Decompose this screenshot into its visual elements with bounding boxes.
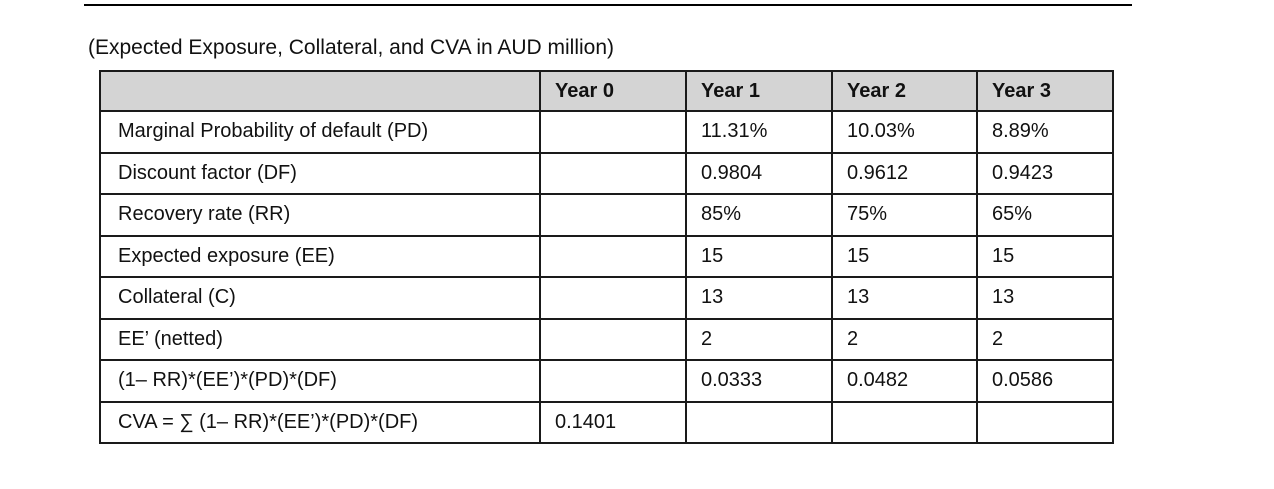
cell-year-1: 11.31% (686, 111, 832, 153)
cell-year-0 (540, 153, 686, 195)
cell-year-1: 85% (686, 194, 832, 236)
cell-year-2: 75% (832, 194, 977, 236)
cell-year-3: 15 (977, 236, 1113, 278)
cell-year-2: 2 (832, 319, 977, 361)
cell-year-0 (540, 360, 686, 402)
cell-year-1: 13 (686, 277, 832, 319)
cell-year-3 (977, 402, 1113, 444)
row-label: Recovery rate (RR) (100, 194, 540, 236)
table-row (100, 319, 1113, 361)
cva-total-value: 0.1401 (540, 402, 686, 444)
row-label: (1– RR)*(EE’)*(PD)*(DF) (100, 360, 540, 402)
header-year-1: Year 1 (686, 71, 832, 111)
header-year-0: Year 0 (540, 71, 686, 111)
top-rule (84, 4, 1132, 6)
table-row (100, 111, 1113, 153)
cell-year-0 (540, 277, 686, 319)
cell-year-2 (832, 402, 977, 444)
cell-year-2: 10.03% (832, 111, 977, 153)
cell-year-1 (686, 402, 832, 444)
cell-year-3: 8.89% (977, 111, 1113, 153)
row-label: CVA = ∑ (1– RR)*(EE’)*(PD)*(DF) (100, 402, 540, 444)
row-label: Expected exposure (EE) (100, 236, 540, 278)
table-row (100, 360, 1113, 402)
cell-year-0 (540, 319, 686, 361)
header-label-column (100, 71, 540, 111)
cell-year-2: 13 (832, 277, 977, 319)
cell-year-3: 65% (977, 194, 1113, 236)
cell-year-1: 0.0333 (686, 360, 832, 402)
cva-table (99, 70, 1114, 444)
row-label: Collateral (C) (100, 277, 540, 319)
table-row (100, 194, 1113, 236)
table-row (100, 153, 1113, 195)
table-row (100, 277, 1113, 319)
header-year-2: Year 2 (832, 71, 977, 111)
cva-total-row (100, 402, 1113, 444)
cell-year-3: 0.0586 (977, 360, 1113, 402)
cell-year-2: 0.0482 (832, 360, 977, 402)
cell-year-0 (540, 111, 686, 153)
row-label: Marginal Probability of default (PD) (100, 111, 540, 153)
cell-year-2: 15 (832, 236, 977, 278)
cell-year-3: 13 (977, 277, 1113, 319)
cell-year-0 (540, 194, 686, 236)
cell-year-1: 0.9804 (686, 153, 832, 195)
cell-year-1: 15 (686, 236, 832, 278)
row-label: EE’ (netted) (100, 319, 540, 361)
cell-year-3: 0.9423 (977, 153, 1113, 195)
cell-year-0 (540, 236, 686, 278)
table-row (100, 236, 1113, 278)
cell-year-3: 2 (977, 319, 1113, 361)
header-year-3: Year 3 (977, 71, 1113, 111)
row-label: Discount factor (DF) (100, 153, 540, 195)
header-row (100, 71, 1113, 111)
cell-year-2: 0.9612 (832, 153, 977, 195)
table-caption: (Expected Exposure, Collateral, and CVA in AUD million) (88, 36, 615, 59)
cell-year-1: 2 (686, 319, 832, 361)
